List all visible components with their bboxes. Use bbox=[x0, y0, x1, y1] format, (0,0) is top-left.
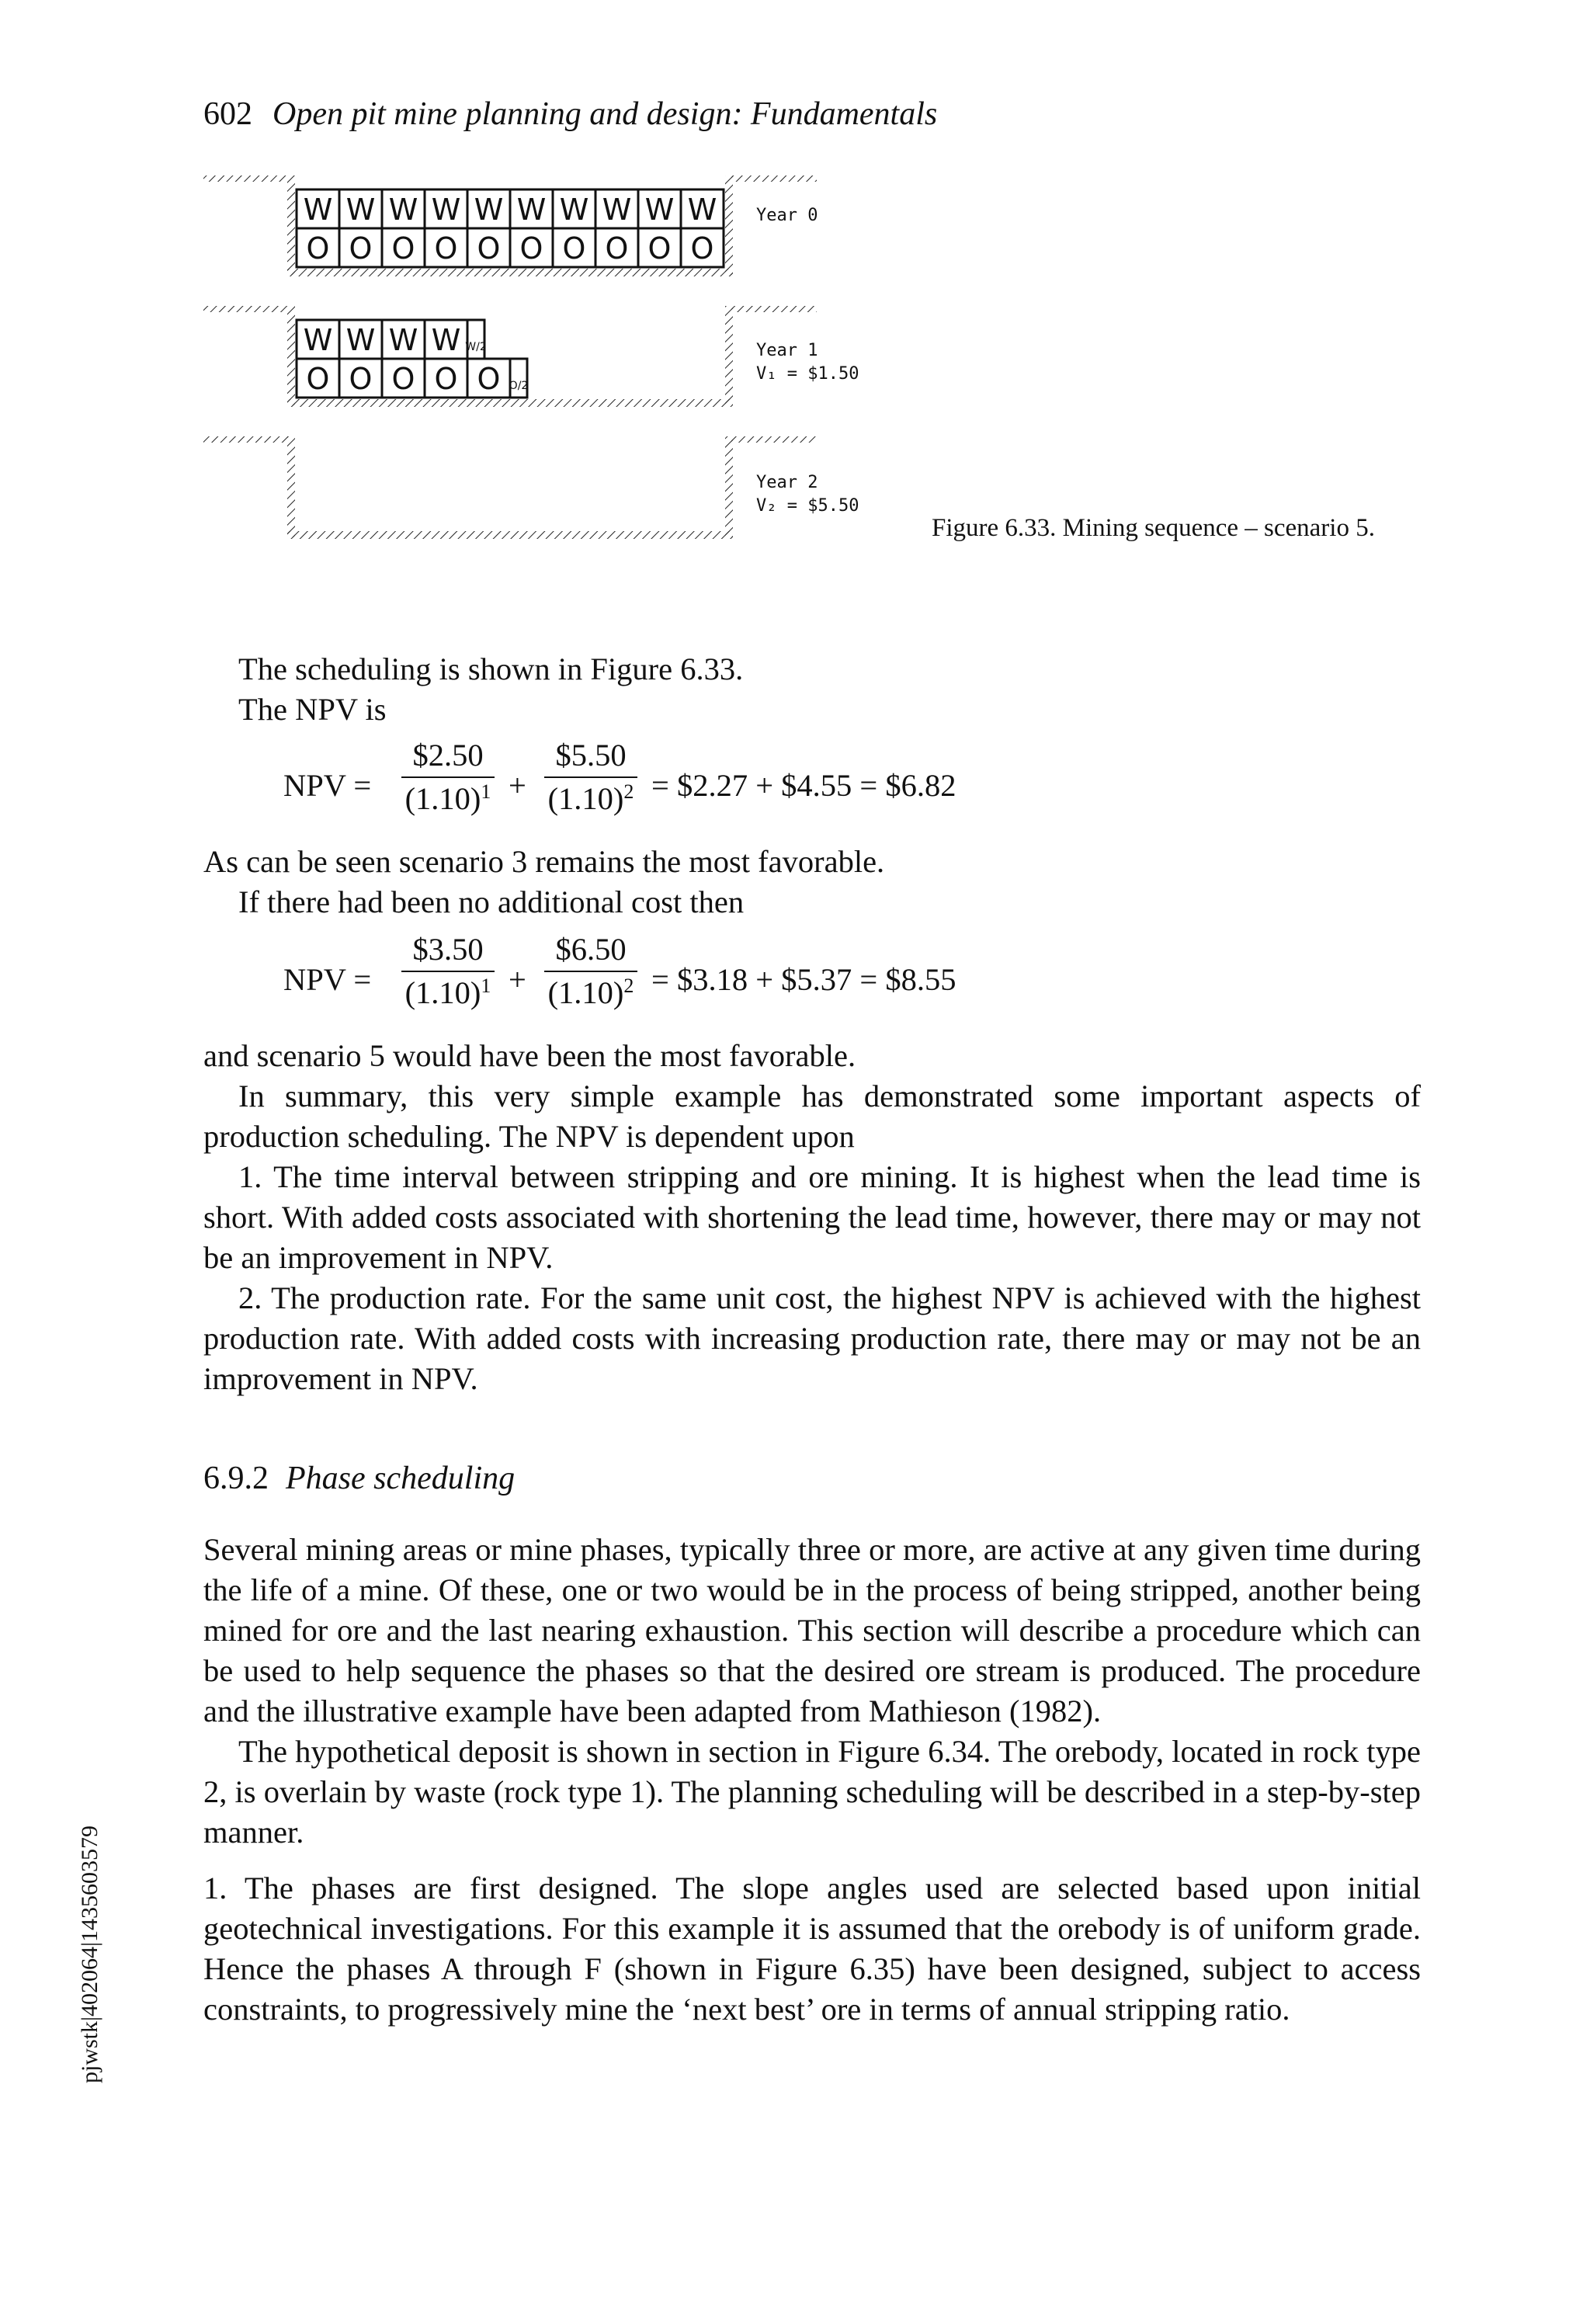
waste-block-label: W bbox=[303, 323, 333, 357]
year2-label: Year 2 bbox=[756, 473, 818, 492]
denominator: $(1.10)^2$ bbox=[547, 974, 634, 1010]
waste-block-label: W bbox=[388, 323, 418, 357]
mining-sequence-diagram bbox=[203, 169, 995, 573]
year0-section bbox=[203, 175, 817, 276]
section-title: Phase scheduling bbox=[286, 1461, 516, 1496]
fraction-1 bbox=[401, 932, 495, 1011]
paragraph: The hypothetical deposit is shown in section in Figure 6.34. The orebody, located in rock type 2, is overlain by waste (rock type 1). The planning scheduling will be described in a step-by-step manner. bbox=[203, 1734, 1421, 1850]
fraction-1 bbox=[401, 738, 495, 817]
fraction-2 bbox=[544, 738, 637, 817]
waste-block-label: W bbox=[431, 323, 461, 357]
text-block-3 bbox=[203, 1036, 1421, 1399]
ore-block-label: O bbox=[477, 362, 501, 396]
ore-block-label: O bbox=[349, 231, 373, 266]
ore-block-label: O bbox=[690, 231, 714, 266]
book-title: Open pit mine planning and design: Fundamentals bbox=[273, 96, 938, 132]
plus-sign: + bbox=[509, 962, 526, 997]
eq-lhs: NPV = bbox=[283, 768, 372, 803]
waste-block-label: W bbox=[602, 193, 632, 227]
denominator: $(1.10)^1$ bbox=[404, 974, 491, 1010]
year0-label: Year 0 bbox=[756, 206, 818, 225]
numerator: $2.50 bbox=[412, 738, 484, 773]
exponent: 2 bbox=[623, 974, 634, 997]
ore-block-label: O bbox=[647, 231, 672, 266]
waste-block-label: W bbox=[559, 193, 589, 227]
text-block-2 bbox=[203, 842, 1421, 922]
waste-block-label: W bbox=[474, 193, 504, 227]
figure-caption: Figure 6.33. Mining sequence – scenario 5. bbox=[932, 514, 1375, 542]
ore-block-label: O bbox=[562, 231, 586, 266]
paragraph: The NPV is bbox=[238, 692, 387, 727]
eq-rhs: = $2.27 + $4.55 = $6.82 bbox=[651, 768, 956, 803]
text-block-1 bbox=[203, 649, 1421, 730]
section-heading bbox=[203, 1460, 515, 1497]
numerator: $5.50 bbox=[555, 738, 627, 773]
waste-block-label: W bbox=[388, 193, 418, 227]
paragraph: If there had been no additional cost then bbox=[238, 884, 745, 919]
denominator: $(1.10)^2$ bbox=[547, 780, 634, 816]
year2-value: V₂ = $5.50 bbox=[756, 496, 859, 516]
ore-block-label: O bbox=[391, 362, 415, 396]
waste-block-label: W bbox=[644, 193, 675, 227]
ore-block-label: O bbox=[349, 362, 373, 396]
year1-value: V₁ = $1.50 bbox=[756, 364, 859, 384]
paragraph: Several mining areas or mine phases, typically three or more, are active at any given time during the life of a mine. Of these, one or two would be in the process of being stripped, another being mined for ore and the last nearing exhaustion. This section will describe a procedure which can be used to help sequence the phases so that the desired ore stream is produced. The procedure and the illustrative example have been adapted from Mathieson (1982). bbox=[203, 1532, 1421, 1728]
waste-block-label: W bbox=[345, 323, 376, 357]
waste-block-label: W bbox=[431, 193, 461, 227]
ore-block-label: O bbox=[391, 231, 415, 266]
list-item: 2. The production rate. For the same unit cost, the highest NPV is achieved with the highest production rate. With added costs with increasing production rate, there may or may not be an improvement in NPV. bbox=[203, 1280, 1421, 1396]
paragraph: and scenario 5 would have been the most favorable. bbox=[203, 1038, 856, 1073]
waste-block-label: W bbox=[345, 193, 376, 227]
waste-block-label: W bbox=[303, 193, 333, 227]
exponent: 2 bbox=[623, 780, 634, 803]
ore-block-label: O bbox=[434, 231, 458, 266]
ore-block-label: O bbox=[477, 231, 501, 266]
eq-rhs: = $3.18 + $5.37 = $8.55 bbox=[651, 962, 956, 997]
figure-6-33 bbox=[203, 169, 995, 573]
half-waste-block-label: W/2 bbox=[465, 341, 487, 353]
section-number: 6.9.2 bbox=[203, 1461, 269, 1496]
half-ore-block-label: O/2 bbox=[509, 380, 529, 392]
eq-lhs: NPV = bbox=[283, 962, 372, 997]
ore-block-label: O bbox=[605, 231, 629, 266]
list-item: 1. The time interval between stripping and ore mining. It is highest when the lead time is short. With added costs associated with shortening the lead time, however, there may or may not be an improvement in NPV. bbox=[203, 1159, 1421, 1275]
running-head bbox=[203, 95, 937, 134]
paragraph: As can be seen scenario 3 remains the most favorable. bbox=[203, 844, 885, 879]
waste-block-label: W bbox=[516, 193, 547, 227]
ore-block-label: O bbox=[306, 362, 330, 396]
plus-sign: + bbox=[509, 768, 526, 803]
ore-block-label: O bbox=[519, 231, 543, 266]
ore-block-label: O bbox=[306, 231, 330, 266]
page-number: 602 bbox=[203, 96, 252, 132]
paragraph: The scheduling is shown in Figure 6.33. bbox=[238, 651, 744, 686]
list-item: 1. The phases are first designed. The slope angles used are selected based upon initial geotechnical investigations. For this example it is assumed that the orebody is of uniform grade. Hence the phases A through F (shown in Figure 6.35) have been designed, subject to access constraints, to progressively mine the ‘next best’ ore in terms of annual stripping ratio. bbox=[203, 1871, 1421, 2027]
year1-label: Year 1 bbox=[756, 341, 818, 360]
numerator: $3.50 bbox=[412, 932, 484, 967]
waste-block-label: W bbox=[687, 193, 717, 227]
side-note: pjwstk|402064|1435603579 bbox=[77, 1825, 103, 2084]
denominator: $(1.10)^1$ bbox=[404, 780, 491, 816]
numerator: $6.50 bbox=[555, 932, 627, 967]
year1-section bbox=[203, 306, 817, 407]
fraction-2 bbox=[544, 932, 637, 1011]
exponent: 1 bbox=[481, 780, 491, 803]
year2-section bbox=[203, 436, 817, 539]
exponent: 1 bbox=[481, 974, 491, 997]
paragraph: In summary, this very simple example has demonstrated some important aspects of production scheduling. The NPV is dependent upon bbox=[203, 1079, 1421, 1154]
text-block-4 bbox=[203, 1530, 1421, 2030]
ore-block-label: O bbox=[434, 362, 458, 396]
